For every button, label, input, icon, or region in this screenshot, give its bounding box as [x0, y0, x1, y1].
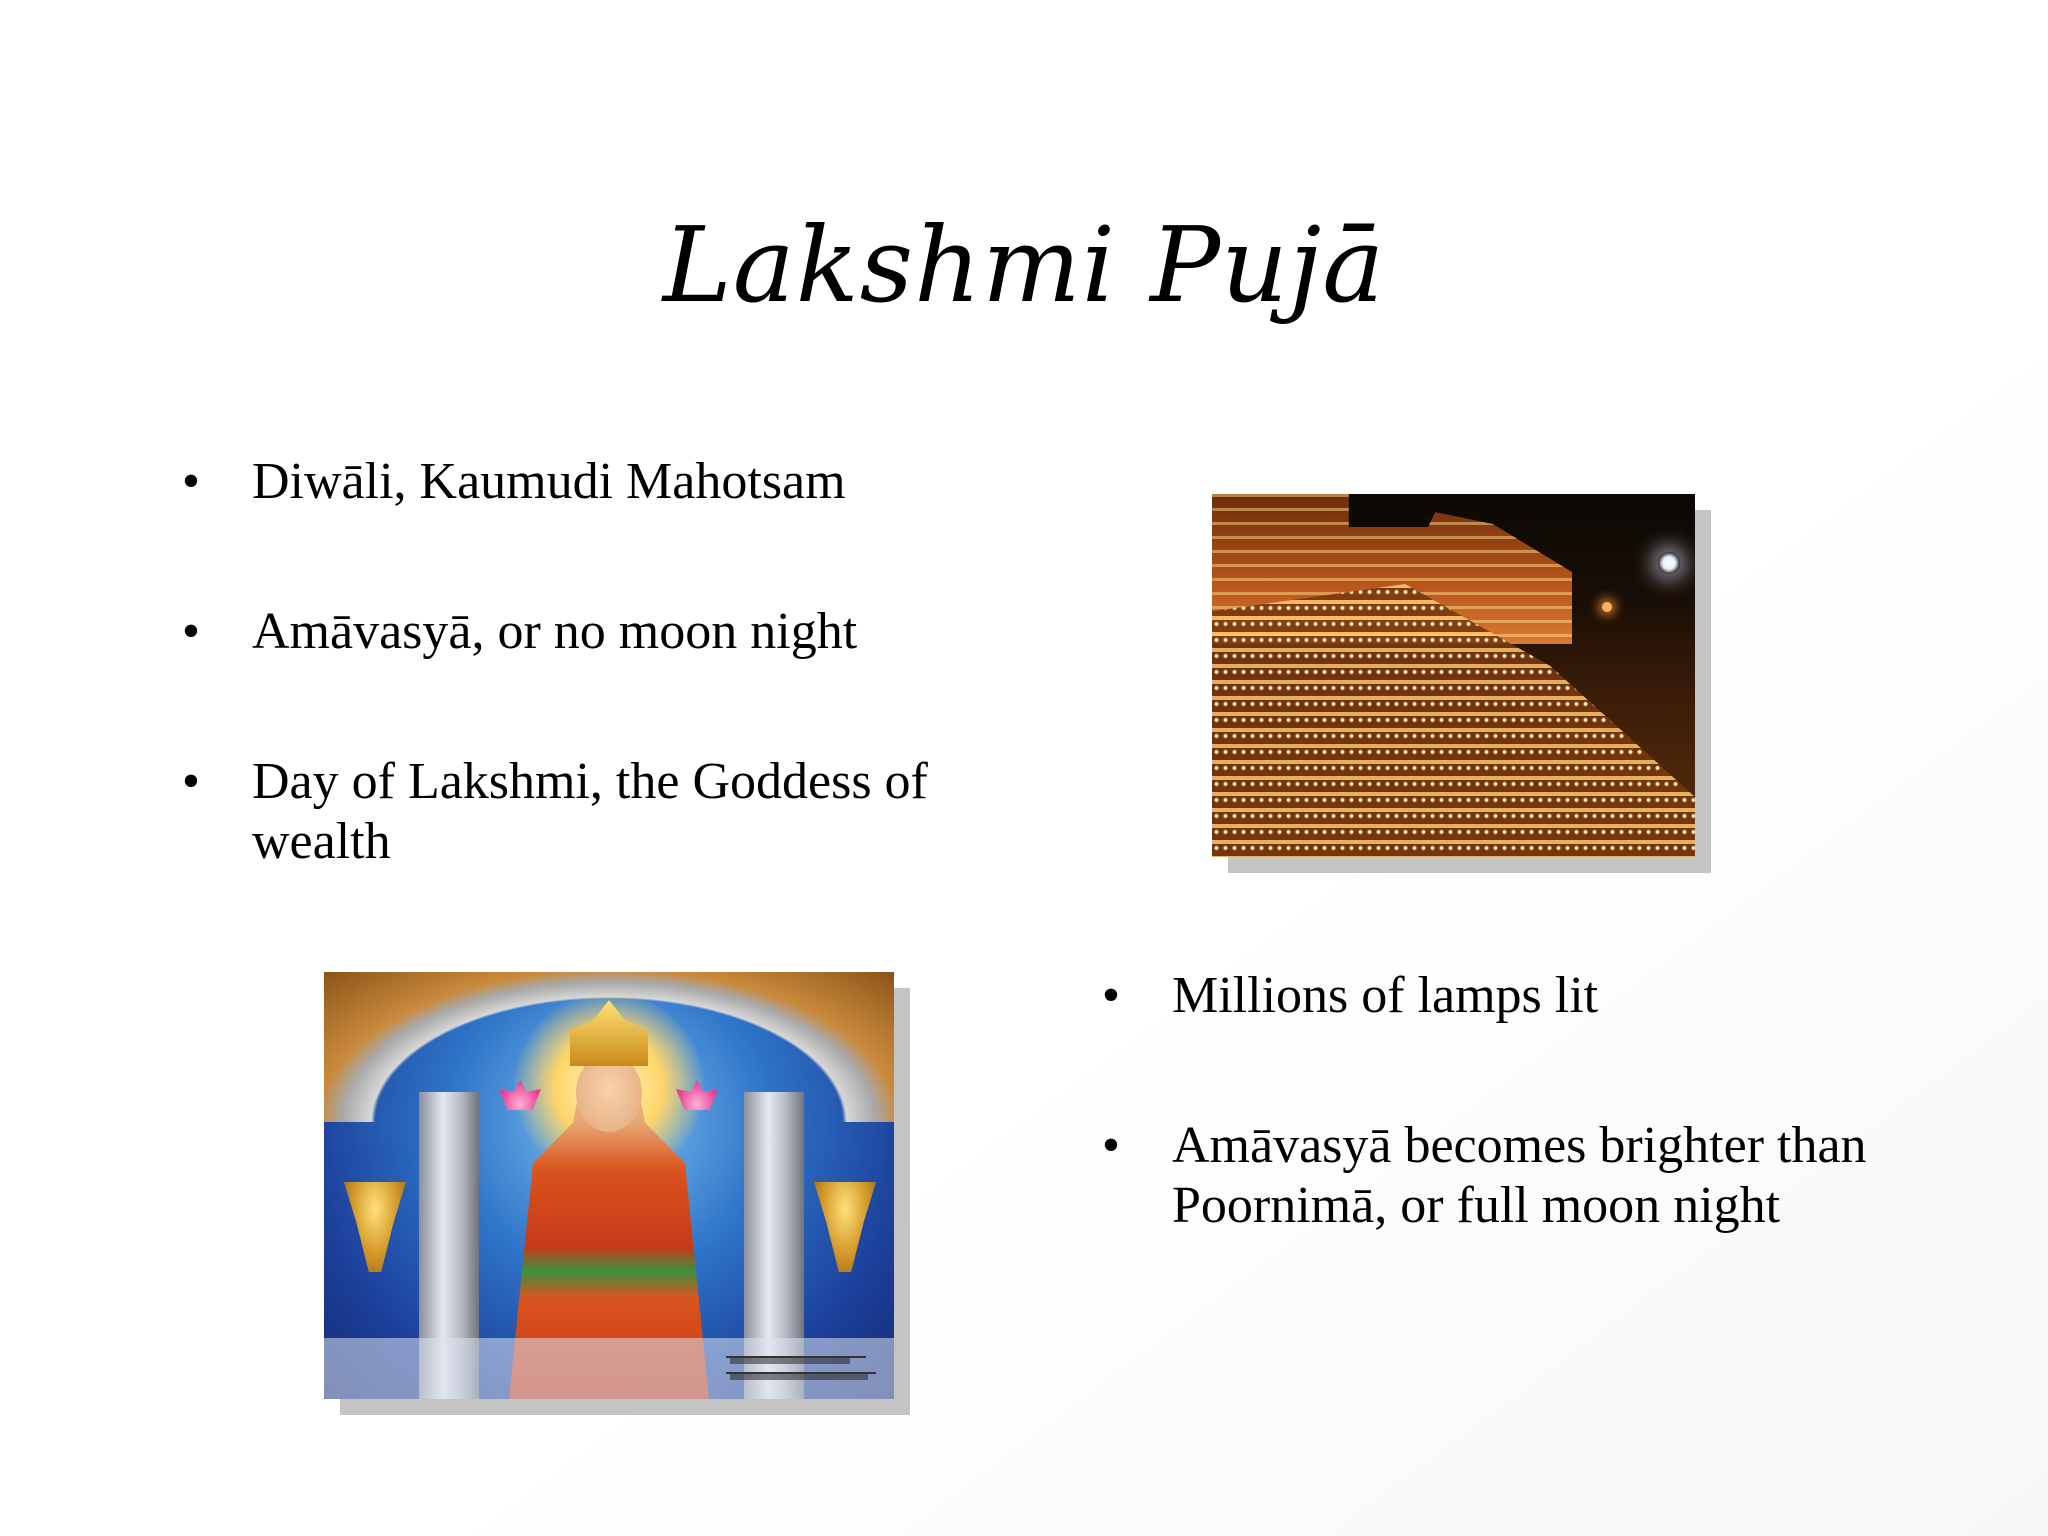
lakshmi-painting	[324, 972, 894, 1399]
diwali-lamps-photo	[1212, 494, 1695, 857]
hanging-lamp-right	[814, 1182, 876, 1272]
bullet-item	[176, 452, 996, 512]
slide-title: Lakshmi Pujā	[662, 204, 1386, 326]
bullet-marker: •	[181, 753, 201, 810]
bullet-item	[176, 752, 996, 872]
bullet-item	[1096, 966, 1996, 1026]
bullet-marker: •	[181, 603, 201, 660]
bullet-marker: •	[1101, 1117, 1121, 1174]
bullet-list-right	[1096, 966, 1996, 1326]
streetlight-icon	[1602, 602, 1612, 612]
caption-script-graphic	[726, 1352, 876, 1382]
painting-caption-band	[324, 1338, 894, 1399]
bullet-text: Millions of lamps lit	[1172, 967, 1599, 1024]
bullet-text: Amāvasyā, or no moon night	[252, 603, 858, 660]
bullet-text: Day of Lakshmi, the Goddess of wealth	[252, 753, 928, 870]
bullet-list-left	[176, 452, 996, 962]
bullet-item	[1096, 1116, 1996, 1236]
hanging-lamp-left	[344, 1182, 406, 1272]
bullet-marker: •	[181, 453, 201, 510]
lamp-dots	[1212, 584, 1695, 857]
moon-icon	[1658, 552, 1680, 574]
bullet-item	[176, 602, 996, 662]
bullet-marker: •	[1101, 967, 1121, 1024]
bullet-text: Amāvasyā becomes brighter than Poornimā, or full moon night	[1172, 1117, 1867, 1234]
bullet-text: Diwāli, Kaumudi Mahotsam	[252, 453, 846, 510]
